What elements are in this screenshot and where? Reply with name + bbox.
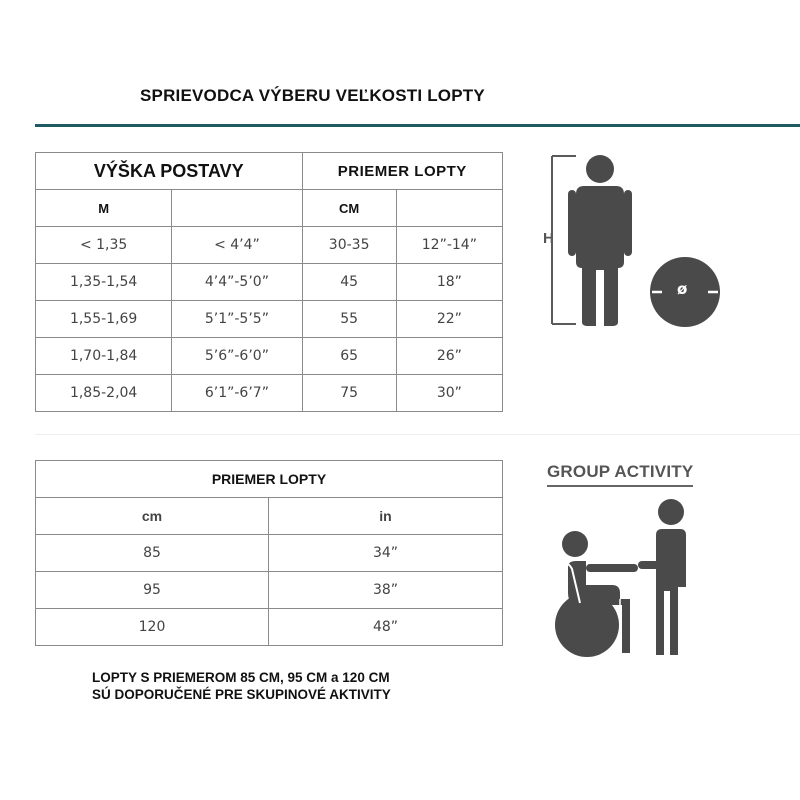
table-row — [36, 609, 503, 646]
height-m-cell: < 1,35 — [36, 227, 172, 264]
table-header-row — [36, 153, 503, 190]
ball-in-cell: 18” — [396, 264, 502, 301]
height-ft-cell: 4’4”-5’0” — [172, 264, 302, 301]
ball-cm-cell: 45 — [302, 264, 396, 301]
ball-in-cell: 22” — [396, 301, 502, 338]
header-body-height: VÝŠKA POSTAVY — [36, 153, 303, 190]
table-row — [36, 535, 503, 572]
page-title: SPRIEVODCA VÝBERU VEĽKOSTI LOPTY — [140, 86, 485, 105]
ball-diameter-symbol: ø — [677, 280, 688, 298]
table-row — [36, 572, 503, 609]
ball-cm-cell: 85 — [36, 535, 269, 572]
height-m-cell: 1,70-1,84 — [36, 338, 172, 375]
ball-in-cell: 48” — [269, 609, 503, 646]
height-m-cell: 1,85-2,04 — [36, 375, 172, 412]
group-recommendation-note — [92, 669, 391, 703]
note-line-2: SÚ DOPORUČENÉ PRE SKUPINOVÉ AKTIVITY — [92, 687, 391, 702]
table-unit-row — [36, 498, 503, 535]
note-line-1: LOPTY S PRIEMEROM 85 CM, 95 CM a 120 CM — [92, 670, 390, 685]
person-icon — [568, 155, 632, 326]
ball-cm-cell: 120 — [36, 609, 269, 646]
table-row — [36, 301, 503, 338]
unit-meters: M — [36, 190, 172, 227]
ball-cm-cell: 30-35 — [302, 227, 396, 264]
height-label: H — [543, 230, 554, 247]
header-ball-diameter: PRIEMER LOPTY — [302, 153, 502, 190]
section-divider — [35, 434, 800, 435]
group-activity-icon — [550, 495, 700, 665]
unit-inches — [396, 190, 502, 227]
ball-cm-cell: 95 — [36, 572, 269, 609]
height-ft-cell: 5’6”-6’0” — [172, 338, 302, 375]
height-ft-cell: 6’1”-6’7” — [172, 375, 302, 412]
title-divider — [35, 124, 800, 127]
ball-in-cell: 12”-14” — [396, 227, 502, 264]
height-m-cell: 1,35-1,54 — [36, 264, 172, 301]
table-row — [36, 227, 503, 264]
table-row — [36, 375, 503, 412]
ball-in-cell: 30” — [396, 375, 502, 412]
height-figure-icon — [540, 150, 740, 335]
group-ball-table — [35, 460, 503, 646]
unit-centimeters: cm — [36, 498, 269, 535]
table-unit-row — [36, 190, 503, 227]
size-guide-table — [35, 152, 503, 412]
height-m-cell: 1,55-1,69 — [36, 301, 172, 338]
height-ft-cell: 5’1”-5’5” — [172, 301, 302, 338]
ball-in-cell: 38” — [269, 572, 503, 609]
ball-in-cell: 34” — [269, 535, 503, 572]
unit-centimeters: CM — [302, 190, 396, 227]
ball-cm-cell: 55 — [302, 301, 396, 338]
table-header-row — [36, 461, 503, 498]
group-activity-underline — [547, 485, 693, 487]
table-row — [36, 338, 503, 375]
unit-feet — [172, 190, 302, 227]
header-ball-diameter: PRIEMER LOPTY — [36, 461, 503, 498]
ball-cm-cell: 75 — [302, 375, 396, 412]
table-row — [36, 264, 503, 301]
group-activity-heading: GROUP ACTIVITY — [547, 462, 694, 481]
height-ft-cell: < 4’4” — [172, 227, 302, 264]
unit-inches: in — [269, 498, 503, 535]
ball-in-cell: 26” — [396, 338, 502, 375]
ball-cm-cell: 65 — [302, 338, 396, 375]
